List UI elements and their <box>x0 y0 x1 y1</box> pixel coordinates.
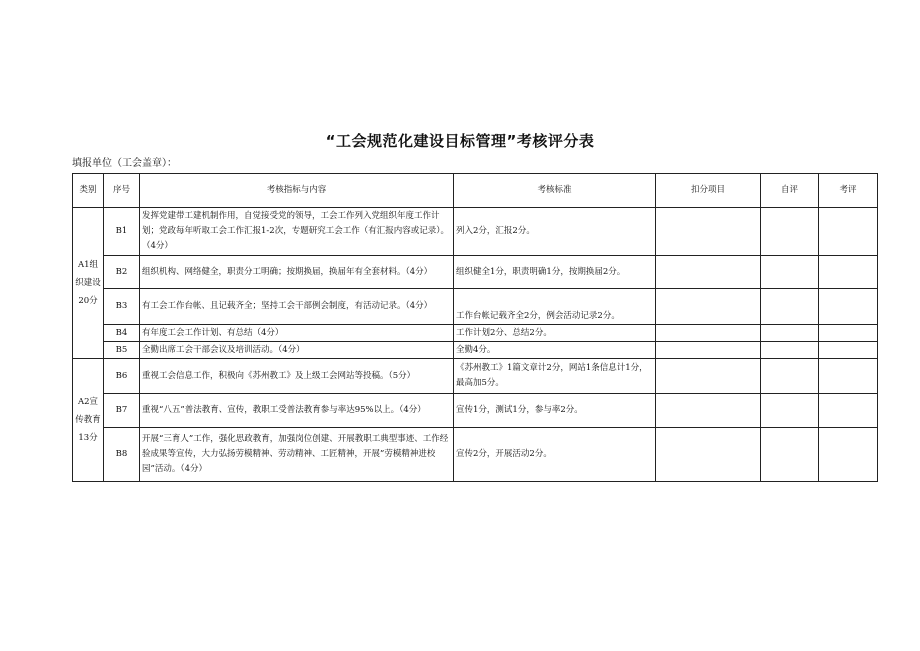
self-eval-cell[interactable] <box>761 342 819 359</box>
row-indicator: 组织机构、网络健全，职责分工明确；按期换届，换届年有全套材料。（4分） <box>140 256 454 289</box>
fill-unit-label: 填报单位（工会盖章）： <box>72 158 177 169</box>
deduction-cell[interactable] <box>656 394 761 428</box>
row-standard: 宣传1分，测试1分，参与率2分。 <box>454 394 656 428</box>
deduction-cell[interactable] <box>656 342 761 359</box>
row-seq: B3 <box>104 289 140 325</box>
row-seq: B4 <box>104 325 140 342</box>
table-row <box>73 428 878 482</box>
assessment-table <box>72 173 878 482</box>
header-row <box>73 174 878 208</box>
table-row <box>73 256 878 289</box>
row-standard: 工作台帐记载齐全2分，例会活动记录2分。 <box>454 289 656 325</box>
exam-eval-cell[interactable] <box>819 342 878 359</box>
category-a2: A2宣传教育13分 <box>73 359 104 482</box>
row-standard: 工作计划2分、总结2分。 <box>454 325 656 342</box>
deduction-cell[interactable] <box>656 325 761 342</box>
exam-eval-cell[interactable] <box>819 359 878 394</box>
table-row <box>73 342 878 359</box>
deduction-cell[interactable] <box>656 208 761 256</box>
row-indicator: 重视工会信息工作，积极向《苏州教工》及上级工会网站等投稿。（5分） <box>140 359 454 394</box>
exam-eval-cell[interactable] <box>819 256 878 289</box>
self-eval-cell[interactable] <box>761 289 819 325</box>
exam-eval-cell[interactable] <box>819 208 878 256</box>
self-eval-cell[interactable] <box>761 256 819 289</box>
table-row <box>73 208 878 256</box>
category-a1: A1组织建设20分 <box>73 208 104 359</box>
row-standard: 组织健全1分，职责明确1分，按期换届2分。 <box>454 256 656 289</box>
table-row <box>73 289 878 325</box>
header-standard: 考核标准 <box>454 174 656 208</box>
deduction-cell[interactable] <box>656 359 761 394</box>
row-standard: 列入2分，汇报2分。 <box>454 208 656 256</box>
row-seq: B2 <box>104 256 140 289</box>
exam-eval-cell[interactable] <box>819 325 878 342</box>
table-row <box>73 394 878 428</box>
exam-eval-cell[interactable] <box>819 428 878 482</box>
deduction-cell[interactable] <box>656 428 761 482</box>
row-seq: B8 <box>104 428 140 482</box>
self-eval-cell[interactable] <box>761 325 819 342</box>
row-seq: B5 <box>104 342 140 359</box>
header-indicator: 考核指标与内容 <box>140 174 454 208</box>
self-eval-cell[interactable] <box>761 359 819 394</box>
table-row <box>73 325 878 342</box>
row-indicator: 重视“八五”普法教育、宣传，教职工受普法教育参与率达95%以上。（4分） <box>140 394 454 428</box>
header-self-eval: 自评 <box>761 174 819 208</box>
deduction-cell[interactable] <box>656 289 761 325</box>
row-standard: 全勤4分。 <box>454 342 656 359</box>
row-standard: 宣传2分，开展活动2分。 <box>454 428 656 482</box>
row-indicator: 有年度工会工作计划、有总结（4分） <box>140 325 454 342</box>
row-standard: 《苏州教工》1篇文章计2分，网站1条信息计1分，最高加5分。 <box>454 359 656 394</box>
table-row <box>73 359 878 394</box>
form-title: “工会规范化建设目标管理”考核评分表 <box>325 132 595 150</box>
row-indicator: 全勤出席工会干部会议及培训活动。（4分） <box>140 342 454 359</box>
header-deduction: 扣分项目 <box>656 174 761 208</box>
row-seq: B6 <box>104 359 140 394</box>
row-indicator: 有工会工作台帐、且记载齐全；坚持工会干部例会制度，有活动记录。（4分） <box>140 289 454 325</box>
row-indicator: 发挥党建带工建机制作用，自觉接受党的领导，工会工作列入党组织年度工作计划；党政每年听取工会工作汇报1-2次，专题研究工会工作（有汇报内容或记录）。（4分） <box>140 208 454 256</box>
self-eval-cell[interactable] <box>761 208 819 256</box>
row-seq: B1 <box>104 208 140 256</box>
self-eval-cell[interactable] <box>761 428 819 482</box>
row-seq: B7 <box>104 394 140 428</box>
header-category: 类别 <box>73 174 104 208</box>
header-seq: 序号 <box>104 174 140 208</box>
header-exam-eval: 考评 <box>819 174 878 208</box>
self-eval-cell[interactable] <box>761 394 819 428</box>
exam-eval-cell[interactable] <box>819 394 878 428</box>
exam-eval-cell[interactable] <box>819 289 878 325</box>
deduction-cell[interactable] <box>656 256 761 289</box>
row-indicator: 开展“三育人”工作，强化思政教育，加强岗位创建、开展教职工典型事迹、工作经验成果等宣传，大力弘扬劳模精神、劳动精神、工匠精神，开展”劳模精神进校园”活动。（4分） <box>140 428 454 482</box>
